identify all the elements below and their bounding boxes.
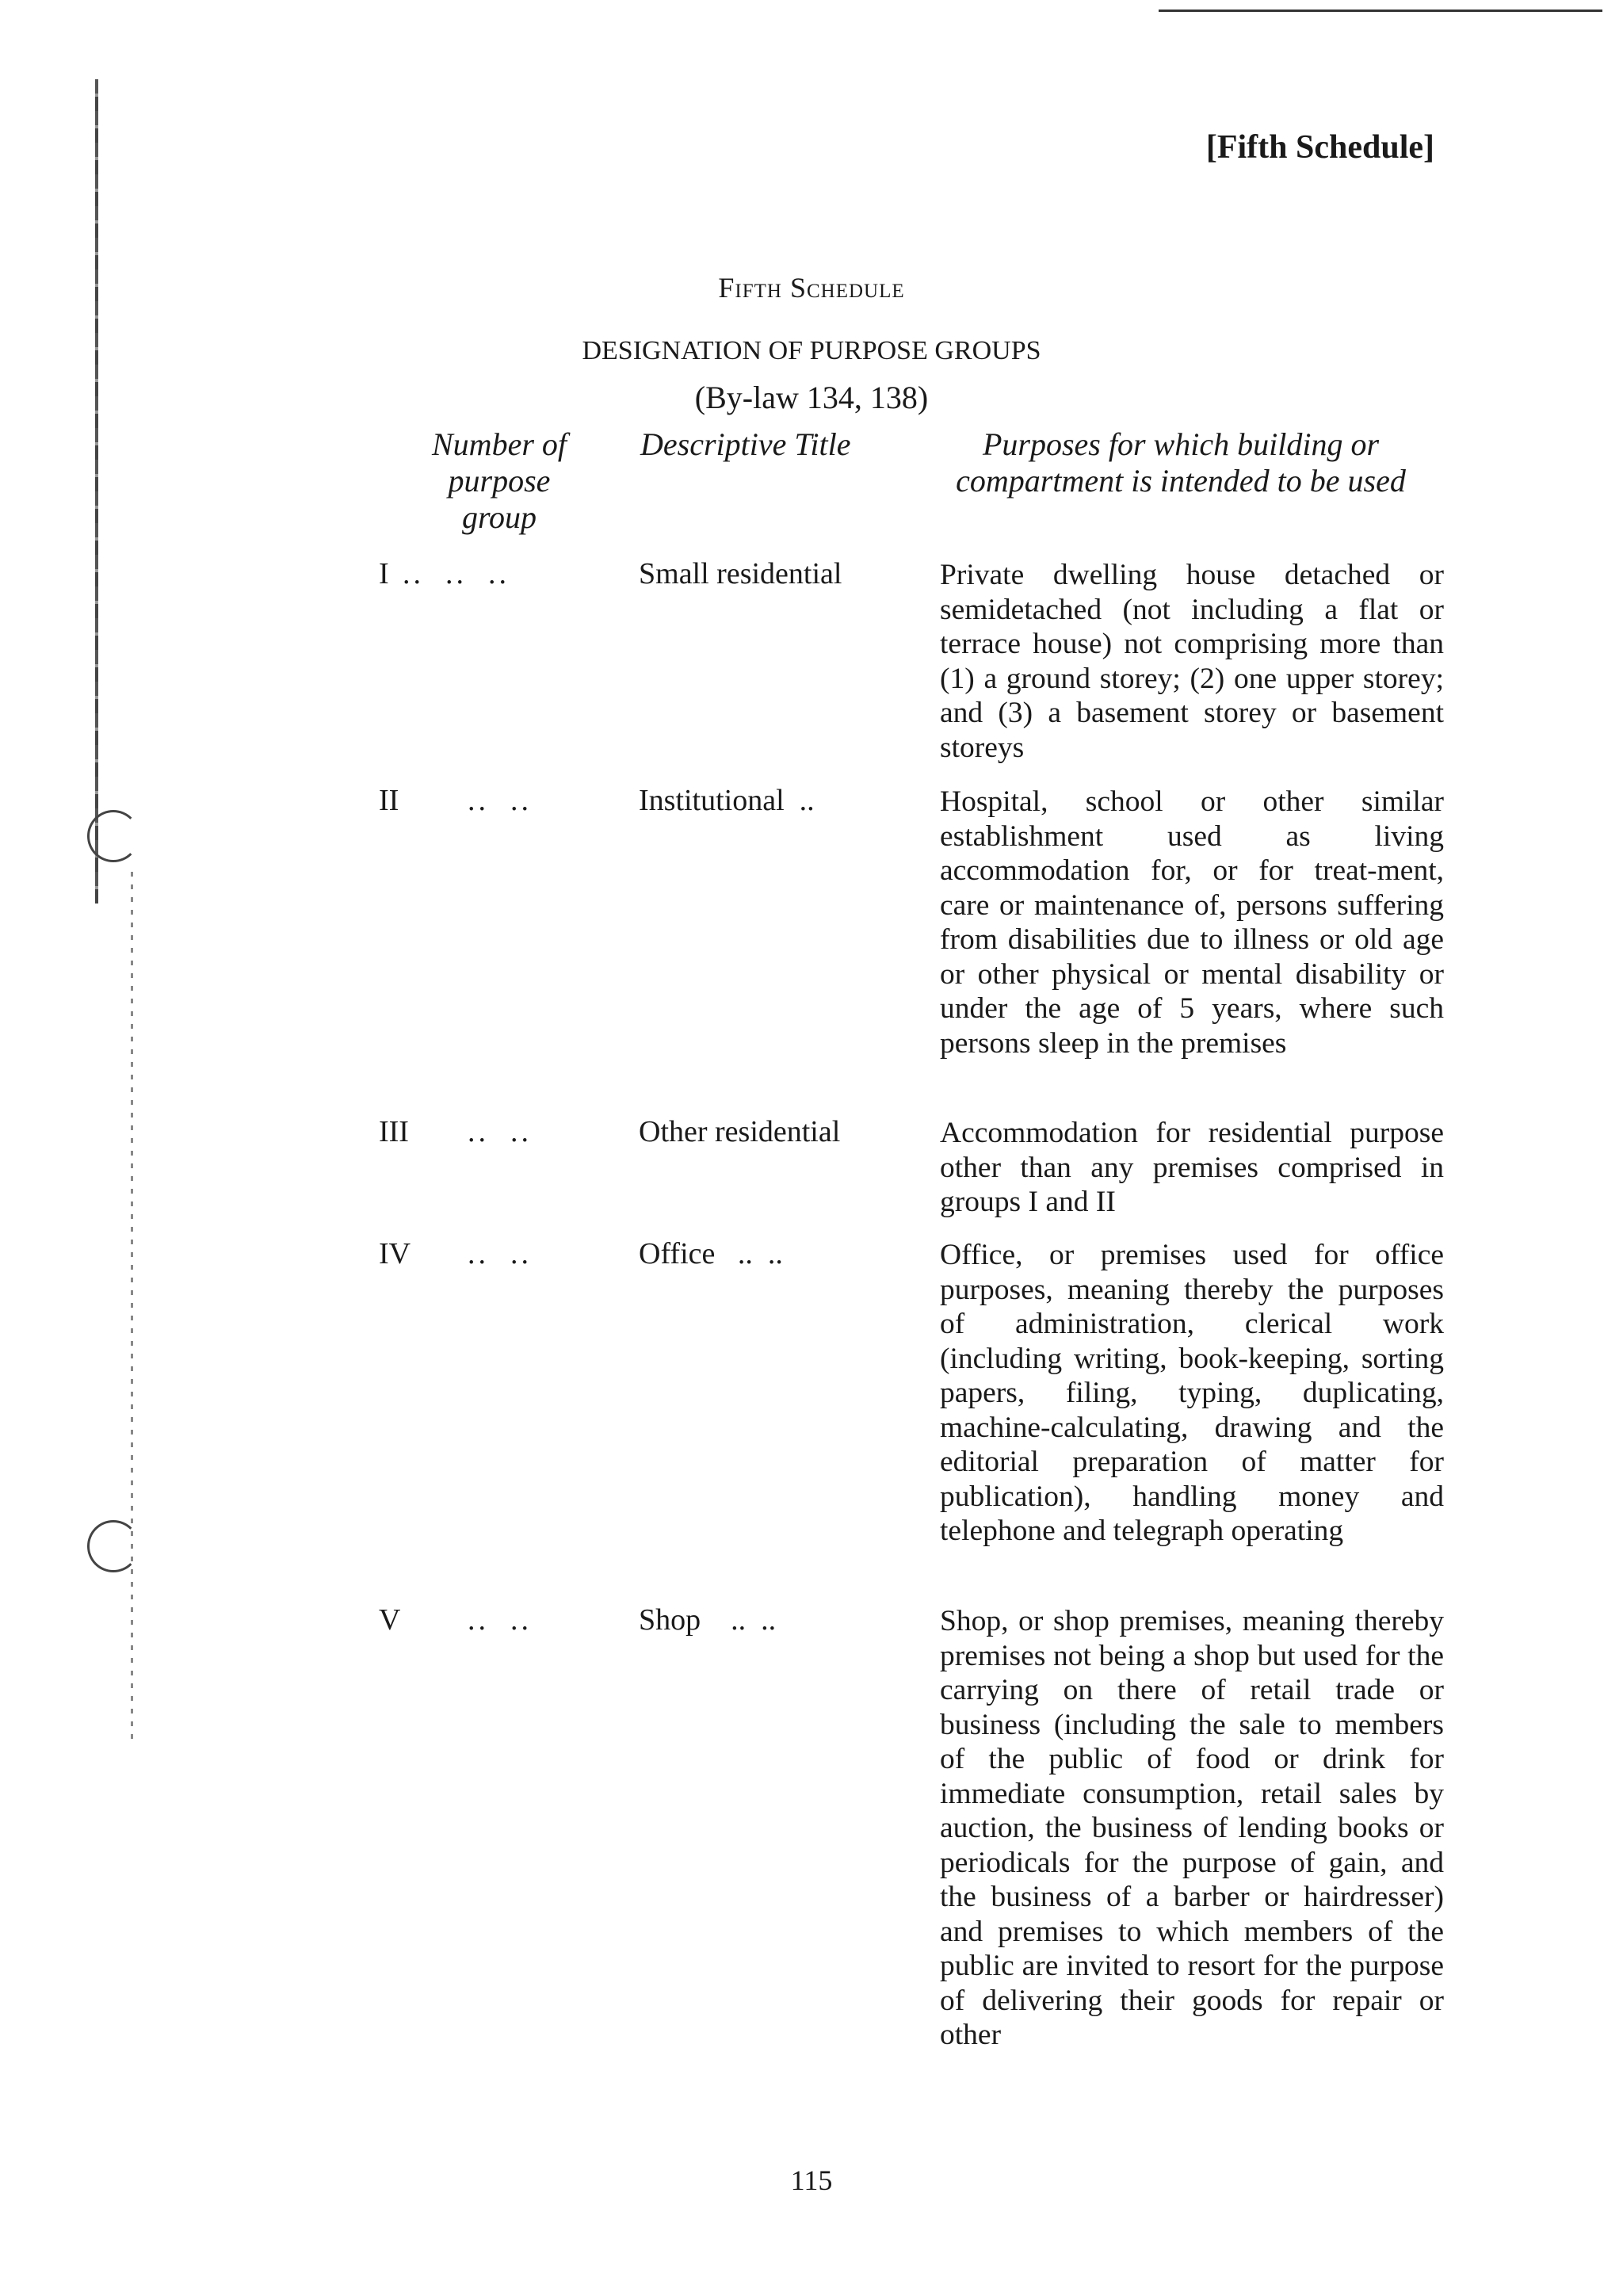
schedule-title <box>0 271 1623 304</box>
group-number: V <box>379 1603 401 1637</box>
group-purpose: Accommodation for residential purpose other than any premises comprised in groups I and II <box>940 1117 1444 1218</box>
group-number: IV <box>379 1237 411 1270</box>
group-number: I <box>379 557 389 590</box>
group-purpose: Hospital, school or other similar establishment used as living accommodation for, or for treat-ment, care or maintenance of, persons suffering from disabilities due to illness or old age or other physical or mental disability or under the age of 5 years, where such persons sleep in the premises <box>940 785 1444 1060</box>
dot-leader: .. .. <box>468 1603 532 1637</box>
punch-hole-icon <box>87 1520 139 1572</box>
group-purpose: Shop, or shop premises, meaning thereby premises not being a shop but used for the carrying on there of retail trade or business (including the sale to members of the public of food or drink for immediate consumption, retail sales by auction, the business of lending books or periodicals for the purpose of gain, and the business of a barber or hairdresser) and premises to which members of the public are invited to resort for the purpose of delivering their goods for repair or other <box>940 1605 1444 2051</box>
column-header-number: Number of purpose group <box>432 426 567 535</box>
running-head: [Fifth Schedule] <box>1205 129 1434 166</box>
dot-leader: .. .. <box>468 1115 532 1148</box>
schedule-title-text: Fifth Schedule <box>718 272 905 304</box>
column-header-title: Descriptive Title <box>640 426 851 462</box>
group-title-text: Institutional <box>639 784 785 817</box>
group-number: III <box>379 1115 409 1148</box>
group-title: Shop .. .. <box>639 1603 777 1637</box>
group-title: Small residential <box>639 557 842 590</box>
group-number: II <box>379 784 399 817</box>
binding-edge-dots <box>131 872 133 1744</box>
group-purpose: Private dwelling house detached or semidetached (not including a flat or terrace house) not comprising more than (1) a ground storey; (2) one upper storey; and (3) a basement storey or basement storeys <box>940 559 1444 764</box>
binding-edge-line <box>95 79 98 904</box>
dot-leader: .. .. .. <box>403 557 510 590</box>
group-title: Institutional .. <box>639 784 815 817</box>
group-title-text: Office <box>639 1237 716 1270</box>
column-header-purposes: Purposes for which building or compartment is intended to be used <box>956 426 1406 499</box>
page-number: 115 <box>790 2164 833 2196</box>
group-purpose: Office, or premises used for office purposes, meaning thereby the purposes of administration, clerical work (including writing, book-keeping, sorting papers, filing, typing, duplicating, machine-calculating, drawing and the editorial preparation of matter for publication), handling money and telephone and telegraph operating <box>940 1239 1444 1547</box>
dot-leader: .. .. <box>468 784 532 817</box>
dot-leader: .. .. <box>468 1237 532 1270</box>
bylaw-reference: (By-law 134, 138) <box>694 380 929 415</box>
group-title: Office .. .. <box>639 1237 783 1270</box>
top-rule <box>1159 10 1602 12</box>
designation-heading: DESIGNATION OF PURPOSE GROUPS <box>582 336 1041 365</box>
punch-hole-icon <box>87 810 139 862</box>
group-title: Other residential <box>639 1115 841 1148</box>
group-title-text: Shop <box>639 1603 701 1637</box>
